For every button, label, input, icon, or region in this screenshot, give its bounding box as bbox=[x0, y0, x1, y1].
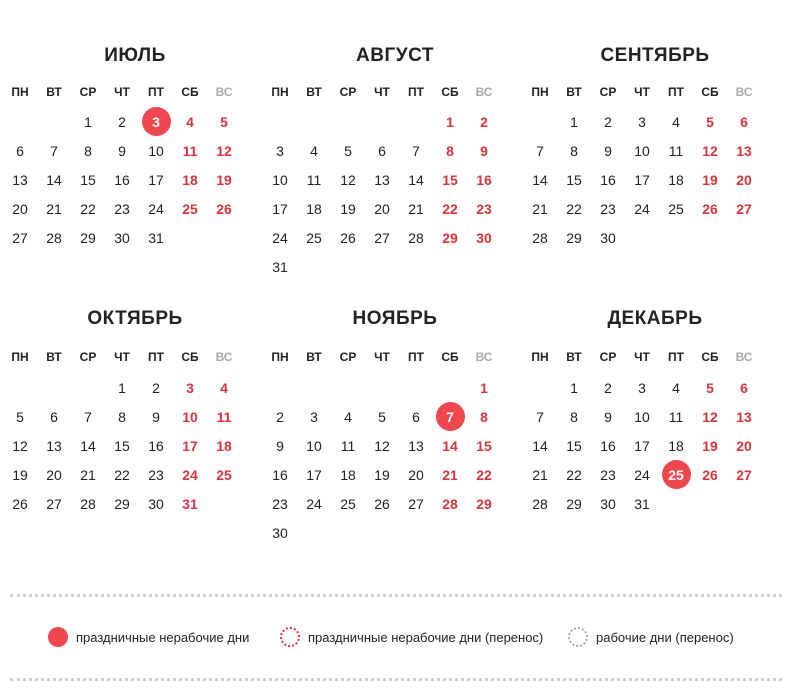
calendar-day: 25 bbox=[182, 201, 198, 217]
calendar-day: 21 bbox=[532, 201, 548, 217]
calendar-day: 31 bbox=[182, 496, 198, 512]
calendar-day: 16 bbox=[600, 172, 616, 188]
calendar-day: 1 bbox=[118, 380, 126, 396]
legend-workday-transfer-label: рабочие дни (перенос) bbox=[596, 629, 734, 645]
calendar-day: 28 bbox=[408, 230, 424, 246]
calendar-day: 18 bbox=[182, 172, 198, 188]
calendar-day: 22 bbox=[566, 467, 582, 483]
calendar-day: 14 bbox=[532, 172, 548, 188]
calendar-day: 2 bbox=[480, 114, 488, 130]
calendar-day: 15 bbox=[114, 438, 130, 454]
month-title: НОЯБРЬ bbox=[352, 308, 438, 329]
dotted-grey-circle-icon bbox=[568, 627, 588, 647]
calendar-day: 3 bbox=[276, 143, 284, 159]
calendar-day: 6 bbox=[50, 409, 58, 425]
calendar-day: 3 bbox=[638, 114, 646, 130]
legend-holiday-label: праздничные нерабочие дни bbox=[76, 629, 250, 645]
calendar-day: 26 bbox=[702, 467, 718, 483]
calendar-day: 18 bbox=[668, 438, 684, 454]
weekday-header: СР bbox=[599, 350, 617, 364]
calendar-day: 31 bbox=[634, 496, 650, 512]
calendar-day: 23 bbox=[476, 201, 492, 217]
weekday-header: ВТ bbox=[566, 85, 582, 99]
weekday-header: ВС bbox=[475, 85, 493, 99]
calendar-day: 4 bbox=[310, 143, 318, 159]
calendar-day: 8 bbox=[570, 409, 578, 425]
calendar-day: 7 bbox=[84, 409, 92, 425]
month-title: ОКТЯБРЬ bbox=[87, 308, 183, 329]
calendar-day: 1 bbox=[84, 114, 92, 130]
month-title: АВГУСТ bbox=[356, 45, 434, 66]
calendar-day: 2 bbox=[604, 380, 612, 396]
calendar-day: 23 bbox=[114, 201, 130, 217]
weekday-header: СР bbox=[599, 85, 617, 99]
legend-workday-transfer bbox=[568, 622, 734, 652]
weekday-header: СБ bbox=[701, 350, 719, 364]
weekday-header: ПТ bbox=[148, 350, 164, 364]
calendar-day: 19 bbox=[702, 172, 718, 188]
weekday-header: ПТ bbox=[668, 85, 684, 99]
calendar-day: 17 bbox=[634, 438, 650, 454]
calendar-day: 18 bbox=[216, 438, 232, 454]
calendar-day: 8 bbox=[570, 143, 578, 159]
calendar-day: 15 bbox=[566, 438, 582, 454]
weekday-header: ПН bbox=[531, 350, 549, 364]
calendar-day: 10 bbox=[148, 143, 164, 159]
calendar-day: 2 bbox=[118, 114, 126, 130]
calendar-day: 20 bbox=[408, 467, 424, 483]
calendar-day: 29 bbox=[442, 230, 458, 246]
weekday-header: ЧТ bbox=[634, 350, 650, 364]
calendar-day: 10 bbox=[634, 409, 650, 425]
calendar-day: 30 bbox=[114, 230, 130, 246]
calendar-day: 5 bbox=[344, 143, 352, 159]
weekday-header: СР bbox=[79, 85, 97, 99]
calendar-day: 21 bbox=[46, 201, 62, 217]
calendar-day: 9 bbox=[152, 409, 160, 425]
calendar-day: 13 bbox=[12, 172, 28, 188]
calendar-day: 17 bbox=[148, 172, 164, 188]
calendar-day: 1 bbox=[570, 380, 578, 396]
calendar-day: 5 bbox=[706, 380, 714, 396]
calendar-day: 20 bbox=[12, 201, 28, 217]
calendar-day: 9 bbox=[118, 143, 126, 159]
calendar-day: 3 bbox=[186, 380, 194, 396]
calendar-day: 1 bbox=[480, 380, 488, 396]
calendar-day: 20 bbox=[46, 467, 62, 483]
calendar-day: 5 bbox=[16, 409, 24, 425]
weekday-header: СБ bbox=[441, 350, 459, 364]
calendar-day: 17 bbox=[182, 438, 198, 454]
holiday-day: 25 bbox=[659, 465, 693, 485]
calendar-day: 20 bbox=[374, 201, 390, 217]
calendar-day: 8 bbox=[118, 409, 126, 425]
calendar-day: 10 bbox=[272, 172, 288, 188]
calendar-day: 28 bbox=[532, 230, 548, 246]
calendar-day: 21 bbox=[532, 467, 548, 483]
calendar-day: 6 bbox=[16, 143, 24, 159]
calendar-day: 16 bbox=[114, 172, 130, 188]
legend-holiday-transfer bbox=[280, 622, 543, 652]
legend bbox=[0, 622, 792, 652]
calendar-day: 29 bbox=[566, 230, 582, 246]
weekday-header: СР bbox=[79, 350, 97, 364]
calendar-day: 18 bbox=[306, 201, 322, 217]
weekday-header: ПН bbox=[11, 350, 29, 364]
calendar-day: 2 bbox=[604, 114, 612, 130]
calendar-day: 2 bbox=[152, 380, 160, 396]
weekday-header: ПН bbox=[11, 85, 29, 99]
month-title: ИЮЛЬ bbox=[104, 45, 166, 66]
calendar-day: 7 bbox=[536, 409, 544, 425]
calendar-day: 2 bbox=[276, 409, 284, 425]
weekday-header: ВС bbox=[215, 350, 233, 364]
weekday-header: СБ bbox=[441, 85, 459, 99]
calendar-day: 24 bbox=[272, 230, 288, 246]
calendar-day: 25 bbox=[216, 467, 232, 483]
calendar-day: 15 bbox=[566, 172, 582, 188]
calendar-day: 19 bbox=[702, 438, 718, 454]
calendar-day: 10 bbox=[182, 409, 198, 425]
calendar-day: 30 bbox=[148, 496, 164, 512]
calendar-day: 15 bbox=[80, 172, 96, 188]
weekday-header: ВТ bbox=[46, 85, 62, 99]
calendar-day: 1 bbox=[570, 114, 578, 130]
calendar-day: 9 bbox=[480, 143, 488, 159]
calendar-day: 27 bbox=[374, 230, 390, 246]
calendar-day: 6 bbox=[740, 114, 748, 130]
legend-holiday-transfer-label: праздничные нерабочие дни (перенос) bbox=[308, 629, 544, 645]
calendar-day: 24 bbox=[306, 496, 322, 512]
weekday-header: ВТ bbox=[306, 85, 322, 99]
calendar-day: 16 bbox=[272, 467, 288, 483]
calendar-day: 10 bbox=[634, 143, 650, 159]
calendar-day: 12 bbox=[340, 172, 356, 188]
calendar-day: 29 bbox=[114, 496, 130, 512]
calendar-day: 20 bbox=[736, 172, 752, 188]
weekday-header: ЧТ bbox=[374, 85, 390, 99]
calendar-day: 29 bbox=[566, 496, 582, 512]
calendar-day: 24 bbox=[148, 201, 164, 217]
calendar-day: 9 bbox=[604, 409, 612, 425]
calendar-day: 29 bbox=[80, 230, 96, 246]
calendar-day: 21 bbox=[408, 201, 424, 217]
weekday-header: ВС bbox=[215, 85, 233, 99]
calendar-day: 15 bbox=[476, 438, 492, 454]
calendar-day: 11 bbox=[306, 172, 322, 188]
calendar-day: 21 bbox=[442, 467, 458, 483]
calendar-day: 12 bbox=[374, 438, 390, 454]
calendar-day: 26 bbox=[340, 230, 356, 246]
calendar-day: 24 bbox=[634, 201, 650, 217]
calendar-day: 11 bbox=[668, 409, 684, 425]
calendar-day: 27 bbox=[12, 230, 28, 246]
calendar-day: 29 bbox=[476, 496, 492, 512]
calendar-day: 20 bbox=[736, 438, 752, 454]
calendar-day: 9 bbox=[604, 143, 612, 159]
calendar-day: 23 bbox=[148, 467, 164, 483]
calendar-day: 14 bbox=[46, 172, 62, 188]
calendar-day: 13 bbox=[408, 438, 424, 454]
calendar-day: 24 bbox=[634, 467, 650, 483]
calendar-day: 4 bbox=[672, 380, 680, 396]
calendar-day: 4 bbox=[220, 380, 228, 396]
calendar-day: 30 bbox=[600, 496, 616, 512]
calendar-day: 25 bbox=[306, 230, 322, 246]
calendar-day: 19 bbox=[12, 467, 28, 483]
calendar-day: 12 bbox=[702, 409, 718, 425]
calendar-day: 7 bbox=[412, 143, 420, 159]
calendar-day: 28 bbox=[80, 496, 96, 512]
calendar-day: 14 bbox=[80, 438, 96, 454]
calendar-day: 7 bbox=[536, 143, 544, 159]
calendar-day: 22 bbox=[566, 201, 582, 217]
calendar-day: 31 bbox=[148, 230, 164, 246]
calendar-day: 4 bbox=[186, 114, 194, 130]
calendar-day: 25 bbox=[340, 496, 356, 512]
divider-bottom bbox=[10, 678, 782, 681]
calendar-day: 26 bbox=[12, 496, 28, 512]
calendar-day: 11 bbox=[340, 438, 356, 454]
calendar-day: 24 bbox=[182, 467, 198, 483]
calendar-day: 11 bbox=[216, 409, 232, 425]
calendar-day: 22 bbox=[114, 467, 130, 483]
calendar-day: 25 bbox=[668, 201, 684, 217]
calendar-day: 13 bbox=[736, 409, 752, 425]
weekday-header: ПТ bbox=[408, 85, 424, 99]
calendar-day: 22 bbox=[476, 467, 492, 483]
calendar-day: 8 bbox=[480, 409, 488, 425]
calendar-day: 16 bbox=[148, 438, 164, 454]
weekday-header: ВС bbox=[475, 350, 493, 364]
weekday-header: СР bbox=[339, 85, 357, 99]
calendar-day: 30 bbox=[272, 525, 288, 541]
calendar-day: 11 bbox=[182, 143, 198, 159]
calendar-day: 23 bbox=[600, 467, 616, 483]
calendar-day: 27 bbox=[408, 496, 424, 512]
calendar-day: 31 bbox=[272, 259, 288, 275]
calendar-day: 28 bbox=[532, 496, 548, 512]
calendar-day: 23 bbox=[600, 201, 616, 217]
month-title: ДЕКАБРЬ bbox=[607, 308, 703, 329]
calendar-day: 18 bbox=[340, 467, 356, 483]
calendar-day: 26 bbox=[702, 201, 718, 217]
calendar-day: 17 bbox=[272, 201, 288, 217]
calendar-day: 8 bbox=[446, 143, 454, 159]
calendar-day: 21 bbox=[80, 467, 96, 483]
calendar-day: 14 bbox=[532, 438, 548, 454]
weekday-header: ВТ bbox=[46, 350, 62, 364]
holiday-day: 3 bbox=[139, 112, 173, 132]
calendar-day: 19 bbox=[340, 201, 356, 217]
calendar-day: 19 bbox=[374, 467, 390, 483]
calendar-day: 16 bbox=[476, 172, 492, 188]
calendar-day: 23 bbox=[272, 496, 288, 512]
calendar-day: 11 bbox=[668, 143, 684, 159]
calendar-day: 30 bbox=[600, 230, 616, 246]
weekday-header: СБ bbox=[701, 85, 719, 99]
calendar-day: 4 bbox=[344, 409, 352, 425]
calendar-day: 26 bbox=[374, 496, 390, 512]
weekday-header: ЧТ bbox=[114, 85, 130, 99]
calendar-day: 9 bbox=[276, 438, 284, 454]
calendar-day: 28 bbox=[442, 496, 458, 512]
calendar-day: 22 bbox=[80, 201, 96, 217]
calendar-day: 27 bbox=[736, 467, 752, 483]
calendar-day: 12 bbox=[12, 438, 28, 454]
legend-holiday bbox=[48, 622, 249, 652]
calendar-day: 8 bbox=[84, 143, 92, 159]
weekday-header: СР bbox=[339, 350, 357, 364]
calendar-day: 6 bbox=[412, 409, 420, 425]
calendar-day: 22 bbox=[442, 201, 458, 217]
weekday-header: ЧТ bbox=[374, 350, 390, 364]
calendar-day: 13 bbox=[46, 438, 62, 454]
calendar-day: 28 bbox=[46, 230, 62, 246]
calendar-day: 13 bbox=[736, 143, 752, 159]
calendar-day: 13 bbox=[374, 172, 390, 188]
weekday-header: ЧТ bbox=[114, 350, 130, 364]
calendar-day: 1 bbox=[446, 114, 454, 130]
weekday-header: ЧТ bbox=[634, 85, 650, 99]
calendar-day: 3 bbox=[638, 380, 646, 396]
weekday-header: ПН bbox=[531, 85, 549, 99]
weekday-header: ПН bbox=[271, 350, 289, 364]
filled-circle-icon bbox=[48, 627, 68, 647]
divider-top bbox=[10, 594, 782, 597]
calendar-day: 12 bbox=[702, 143, 718, 159]
weekday-header: СБ bbox=[181, 85, 199, 99]
calendar-day: 6 bbox=[740, 380, 748, 396]
calendar-day: 18 bbox=[668, 172, 684, 188]
calendar-day: 14 bbox=[408, 172, 424, 188]
weekday-header: ПТ bbox=[668, 350, 684, 364]
calendar-day: 15 bbox=[442, 172, 458, 188]
weekday-header: ВТ bbox=[306, 350, 322, 364]
calendar-day: 12 bbox=[216, 143, 232, 159]
calendar-day: 6 bbox=[378, 143, 386, 159]
calendar-day: 5 bbox=[378, 409, 386, 425]
calendar-day: 30 bbox=[476, 230, 492, 246]
month-title: СЕНТЯБРЬ bbox=[600, 45, 710, 66]
calendar-day: 27 bbox=[736, 201, 752, 217]
dotted-red-circle-icon bbox=[280, 627, 300, 647]
calendar-day: 7 bbox=[50, 143, 58, 159]
calendar-day: 27 bbox=[46, 496, 62, 512]
weekday-header: ПТ bbox=[148, 85, 164, 99]
calendar-day: 16 bbox=[600, 438, 616, 454]
calendar-day: 19 bbox=[216, 172, 232, 188]
weekday-header: ПН bbox=[271, 85, 289, 99]
weekday-header: ВС bbox=[735, 350, 753, 364]
calendar-day: 26 bbox=[216, 201, 232, 217]
holiday-day: 7 bbox=[433, 407, 467, 427]
calendar-day: 17 bbox=[306, 467, 322, 483]
weekday-header: ПТ bbox=[408, 350, 424, 364]
weekday-header: ВС bbox=[735, 85, 753, 99]
calendar-day: 3 bbox=[310, 409, 318, 425]
weekday-header: ВТ bbox=[566, 350, 582, 364]
calendar-day: 14 bbox=[442, 438, 458, 454]
calendar-day: 17 bbox=[634, 172, 650, 188]
calendar-day: 5 bbox=[706, 114, 714, 130]
calendar-day: 5 bbox=[220, 114, 228, 130]
weekday-header: СБ bbox=[181, 350, 199, 364]
calendar-day: 10 bbox=[306, 438, 322, 454]
calendar-day: 4 bbox=[672, 114, 680, 130]
